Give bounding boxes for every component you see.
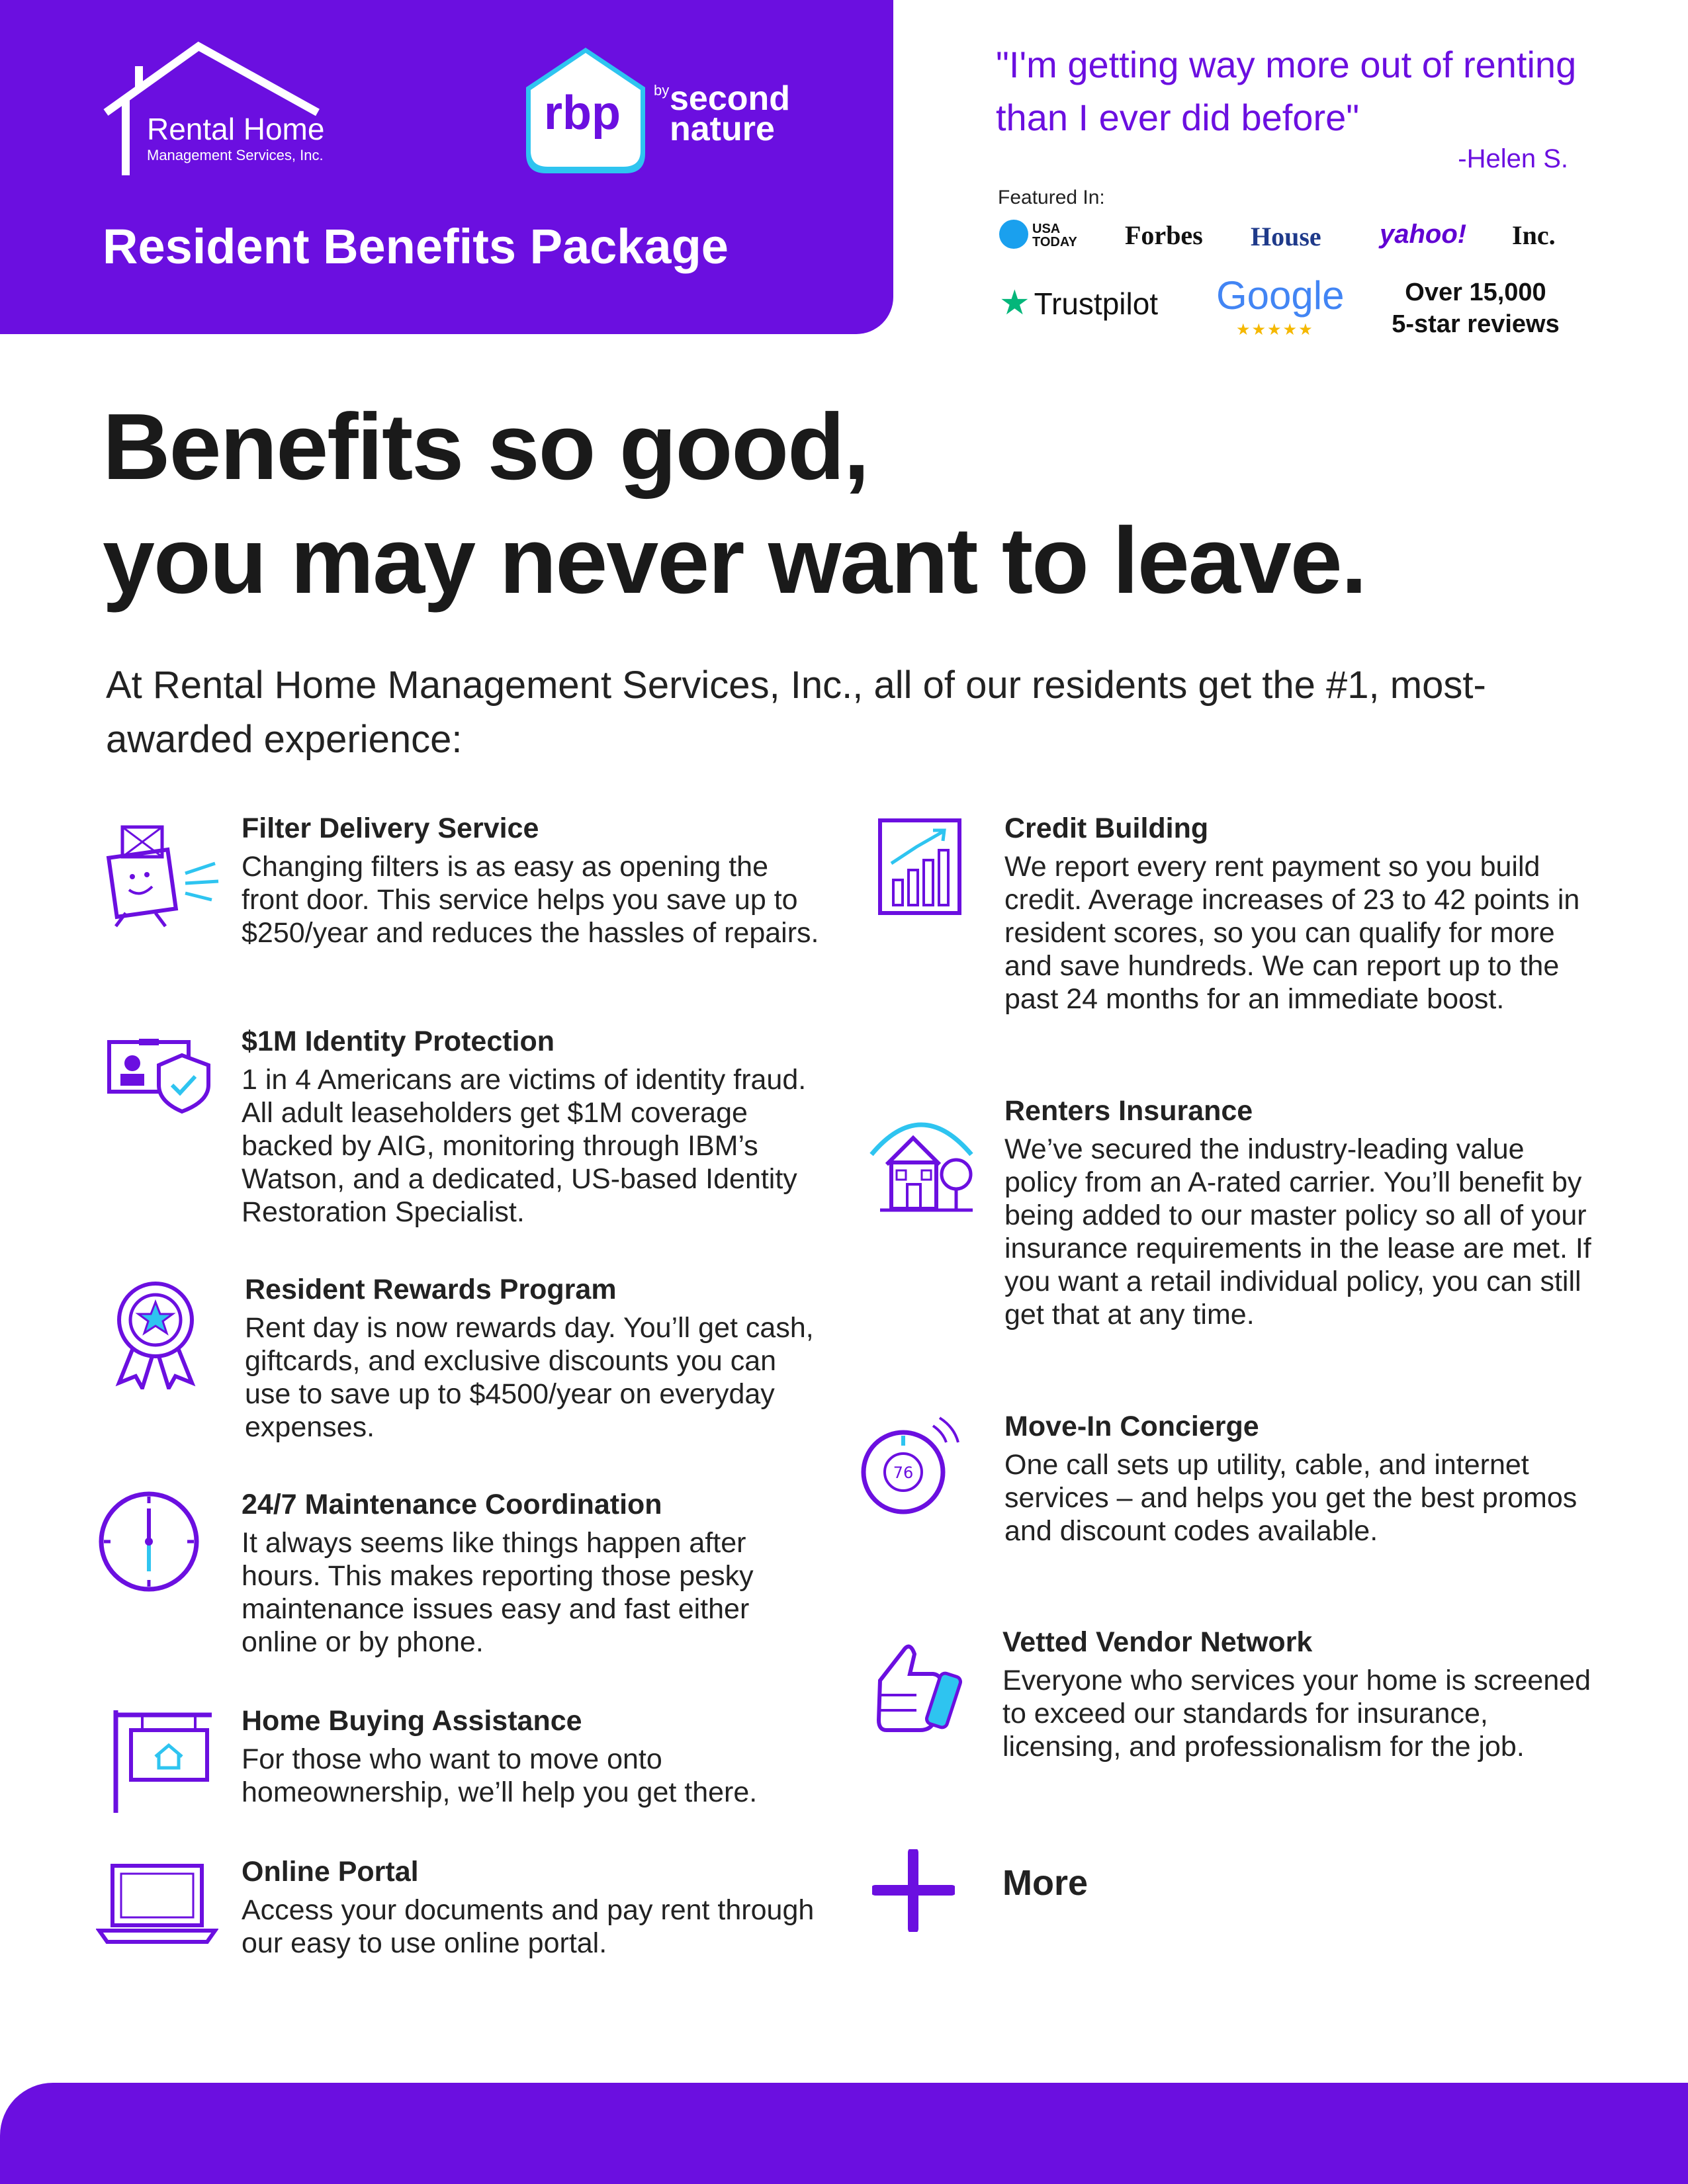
filter-box-icon [93,820,225,933]
yahoo-logo: yahoo! [1380,220,1467,249]
benefit-desc: Rent day is now rewards day. You’ll get cash, giftcards, and exclusive discounts you can use to save up to $4500/year on everyday expenses. [245,1312,814,1443]
featured-label: Featured In: [998,187,1105,208]
benefit-desc: It always seems like things happen after hours. This makes reporting those pesky maintenance issues easy and fast either online or by phone. [242,1527,754,1658]
benefit-desc: 1 in 4 Americans are victims of identity fraud. All adult leaseholders get $1M coverage backed by AIG, monitoring through IBM’s Watson, and a dedicated, US-based Identity Restoration Specialist. [242,1064,807,1228]
award-ribbon-icon [106,1277,205,1389]
benefit-title: Renters Insurance [1004,1095,1253,1127]
more-label[interactable]: More [1002,1863,1088,1903]
rbp-brand: second nature [670,79,791,148]
benefit-desc: Access your documents and pay rent through our easy to use online portal. [242,1894,815,1959]
benefit-title: Online Portal [242,1856,419,1888]
usa-today-logo-icon [999,220,1028,249]
plus-icon[interactable] [872,1849,955,1932]
reviews-line1: Over 15,000 [1405,279,1546,306]
header-panel [0,0,893,334]
benefit-title: Resident Rewards Program [245,1274,617,1305]
bar-chart-icon [877,817,963,916]
house-sign-icon [106,1707,218,1816]
usa-today-text: USA TODAY [1032,222,1077,249]
inc-logo: Inc. [1512,220,1556,250]
insured-house-icon [864,1102,979,1217]
rbp-logo [510,41,801,187]
benefit-title: Credit Building [1004,812,1209,844]
headline-line2: you may never want to leave. [103,508,1366,613]
rbp-by: by [654,82,670,99]
benefit-title: $1M Identity Protection [242,1026,555,1057]
logo-subtitle: Management Services, Inc. [147,147,324,163]
thermostat-icon [854,1413,966,1518]
reviews-count [1370,277,1581,340]
benefit-title: Vetted Vendor Network [1002,1626,1313,1658]
benefit-desc: For those who want to move onto homeownership, we’ll help you get there. [242,1743,758,1808]
reviews-line2: 5-star reviews [1392,310,1560,338]
benefit-desc: Everyone who services your home is screened to exceed our standards for insurance, licensing, and professionalism for the job. [1002,1665,1591,1763]
headline [103,390,1366,618]
trustpilot-logo [999,283,1158,323]
google-logo: Google [1216,273,1345,318]
thermostat-reading: 76 [893,1463,914,1482]
footer-bar [0,2083,1688,2184]
id-shield-icon [106,1029,218,1115]
benefit-title: Move-In Concierge [1004,1411,1259,1442]
trustpilot-text: Trustpilot [1034,286,1159,321]
testimonial-quote: "I'm getting way more out of renting than I ever did before" [996,44,1577,138]
trustpilot-star-icon: ★ [999,284,1030,322]
benefit-title: Filter Delivery Service [242,812,539,844]
benefit-desc: We report every rent payment so you build credit. Average increases of 23 to 42 points in resident scores, so you can qualify for more and save hundreds. We can report up to the past 24 months for an immediate boost. [1004,851,1580,1015]
benefit-desc: One call sets up utility, cable, and internet services – and helps you get the best promos and discount codes available. [1004,1449,1577,1547]
forbes-logo: Forbes [1125,220,1203,250]
benefit-title: 24/7 Maintenance Coordination [242,1489,662,1520]
rental-home-logo [99,40,364,185]
package-title: Resident Benefits Package [103,219,729,274]
benefit-title: Home Buying Assistance [242,1705,582,1737]
google-stars: ★★★★★ [1236,320,1314,339]
this-old-house-logo: House [1251,222,1321,251]
rbp-badge-text: rbp [544,87,621,140]
benefit-desc: Changing filters is as easy as opening the front door. This service helps you save up to $250/year and reduces the hassles of repairs. [242,851,819,949]
thumbs-up-icon [854,1634,969,1740]
benefit-desc: We’ve secured the industry-leading value policy from an A-rated carrier. You’ll benefit by being added to our master policy so all of your insurance requirements in the lease are met. If you want a retail individual policy, you can still get that at any time. [1004,1133,1591,1331]
laptop-icon [96,1859,218,1945]
intro-text: At Rental Home Management Services, Inc., all of our residents get the #1, most-awarded experience: [106,664,1486,761]
logo-name: Rental Home [147,112,325,146]
headline-line1: Benefits so good, [103,394,869,500]
clock-icon [96,1489,202,1594]
testimonial-author: -Helen S. [1458,144,1568,173]
